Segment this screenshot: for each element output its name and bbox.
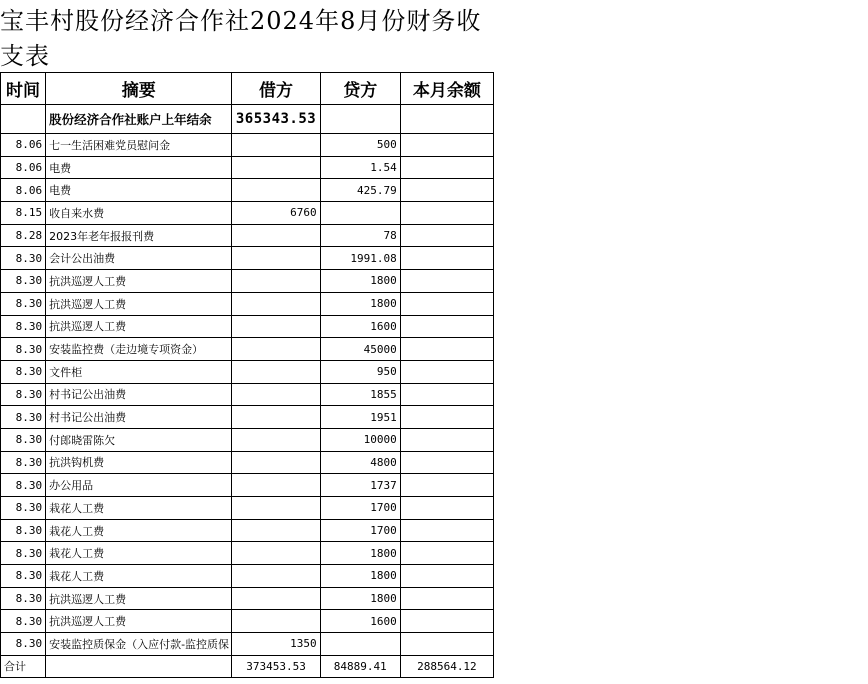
cell-total-label[interactable]: 合计 [1,655,46,677]
cell-total-debit[interactable]: 373453.53 [232,655,320,677]
cell-credit[interactable]: 1855 [320,383,400,406]
table-row [1,360,494,383]
cell-debit[interactable] [232,565,320,588]
table-row [1,451,494,474]
page-title: 宝丰村股份经济合作社2024年8月份财务收支表 [0,7,482,70]
table-row [1,497,494,520]
cell-summary[interactable]: 抗洪巡逻人工费 [46,587,232,610]
cell-balance[interactable] [400,247,493,270]
cell-summary[interactable]: 抗洪巡逻人工费 [46,610,232,633]
cell-date[interactable]: 8.30 [1,474,46,497]
cell-summary[interactable]: 股份经济合作社账户上年结余 [46,105,232,134]
cell-balance[interactable] [400,633,493,656]
cell-debit[interactable] [232,610,320,633]
cell-debit[interactable] [232,383,320,406]
cell-debit[interactable] [232,315,320,338]
cell-debit[interactable]: 1350 [232,633,320,656]
header-credit: 贷方 [320,73,400,105]
cell-date[interactable] [1,105,46,134]
table-row [1,383,494,406]
cell-summary[interactable]: 七一生活困难党员慰问金 [46,134,232,157]
table-row [1,565,494,588]
cell-date[interactable]: 8.30 [1,428,46,451]
cell-debit[interactable] [232,179,320,202]
cell-debit[interactable] [232,338,320,361]
cell-credit[interactable] [320,633,400,656]
table-row [1,519,494,542]
total-row [1,655,494,677]
cell-credit[interactable]: 4800 [320,451,400,474]
cell-debit[interactable] [232,270,320,293]
table-row [1,474,494,497]
cell-debit[interactable] [232,156,320,179]
cell-date[interactable]: 8.30 [1,587,46,610]
cell-summary[interactable] [46,655,232,677]
cell-debit[interactable] [232,247,320,270]
table-row [1,542,494,565]
cell-credit[interactable]: 1700 [320,497,400,520]
cell-debit[interactable] [232,428,320,451]
header-summary: 摘要 [46,73,232,105]
cell-credit[interactable] [320,202,400,225]
table-row [1,156,494,179]
cell-total-balance[interactable]: 288564.12 [400,655,493,677]
table-row [1,202,494,225]
cell-date[interactable]: 8.30 [1,633,46,656]
table-row [1,224,494,247]
cell-balance[interactable] [400,105,493,134]
cell-date[interactable]: 8.06 [1,179,46,202]
cell-credit[interactable]: 1951 [320,406,400,429]
cell-summary[interactable]: 2023年老年报报刊费 [46,224,232,247]
cell-credit[interactable]: 45000 [320,338,400,361]
cell-balance[interactable] [400,497,493,520]
cell-date[interactable]: 8.30 [1,610,46,633]
table-row [1,134,494,157]
cell-total-credit[interactable]: 84889.41 [320,655,400,677]
cell-debit[interactable] [232,451,320,474]
cell-debit[interactable] [232,224,320,247]
cell-date[interactable]: 8.30 [1,497,46,520]
cell-credit[interactable]: 950 [320,360,400,383]
cell-balance[interactable] [400,134,493,157]
cell-balance[interactable] [400,474,493,497]
cell-credit[interactable]: 1800 [320,292,400,315]
cell-date[interactable]: 8.06 [1,134,46,157]
cell-summary[interactable]: 村书记公出油费 [46,383,232,406]
cell-summary[interactable]: 抗洪巡逻人工费 [46,292,232,315]
cell-date[interactable]: 8.30 [1,247,46,270]
cell-summary[interactable]: 栽花人工费 [46,565,232,588]
cell-date[interactable]: 8.30 [1,292,46,315]
cell-debit[interactable] [232,292,320,315]
cell-summary[interactable]: 收自来水费 [46,202,232,225]
cell-credit[interactable]: 10000 [320,428,400,451]
cell-date[interactable]: 8.06 [1,156,46,179]
cell-debit[interactable] [232,360,320,383]
cell-credit[interactable]: 1800 [320,565,400,588]
table-row [1,292,494,315]
cell-date[interactable]: 8.15 [1,202,46,225]
cell-credit[interactable]: 1800 [320,587,400,610]
cell-balance[interactable] [400,565,493,588]
cell-summary[interactable]: 文件柜 [46,360,232,383]
cell-credit[interactable]: 1.54 [320,156,400,179]
cell-balance[interactable] [400,360,493,383]
cell-summary[interactable]: 村书记公出油费 [46,406,232,429]
cell-debit[interactable] [232,474,320,497]
cell-credit[interactable] [320,105,400,134]
cell-credit[interactable]: 1800 [320,542,400,565]
header-row [1,73,494,105]
cell-summary[interactable]: 栽花人工费 [46,497,232,520]
cell-balance[interactable] [400,542,493,565]
cell-summary[interactable]: 电费 [46,179,232,202]
cell-date[interactable]: 8.30 [1,542,46,565]
cell-credit[interactable]: 78 [320,224,400,247]
cell-balance[interactable] [400,270,493,293]
cell-balance[interactable] [400,383,493,406]
cell-date[interactable]: 8.30 [1,315,46,338]
cell-credit[interactable]: 1991.08 [320,247,400,270]
cell-balance[interactable] [400,610,493,633]
table-row [1,428,494,451]
cell-debit[interactable] [232,406,320,429]
cell-date[interactable]: 8.28 [1,224,46,247]
table-row [1,247,494,270]
cell-date[interactable]: 8.30 [1,270,46,293]
cell-date[interactable]: 8.30 [1,565,46,588]
cell-balance[interactable] [400,315,493,338]
cell-date[interactable]: 8.30 [1,383,46,406]
cell-date[interactable]: 8.30 [1,451,46,474]
cell-summary[interactable]: 安装监控费（走边境专项资金） [46,338,232,361]
cell-summary[interactable]: 抗洪巡逻人工费 [46,270,232,293]
cell-date[interactable]: 8.30 [1,519,46,542]
cell-credit[interactable]: 425.79 [320,179,400,202]
cell-date[interactable]: 8.30 [1,338,46,361]
header-balance: 本月余额 [400,73,493,105]
cell-debit[interactable]: 6760 [232,202,320,225]
cell-balance[interactable] [400,292,493,315]
cell-summary[interactable]: 栽花人工费 [46,519,232,542]
cell-credit[interactable]: 1600 [320,610,400,633]
cell-debit[interactable]: 365343.53 [232,105,320,134]
table-row [1,315,494,338]
cell-summary[interactable]: 办公用品 [46,474,232,497]
cell-summary[interactable]: 会计公出油费 [46,247,232,270]
cell-credit[interactable]: 1800 [320,270,400,293]
cell-debit[interactable] [232,519,320,542]
opening-balance-row [1,105,494,134]
cell-summary[interactable]: 抗洪巡逻人工费 [46,315,232,338]
cell-balance[interactable] [400,202,493,225]
cell-debit[interactable] [232,497,320,520]
cell-debit[interactable] [232,587,320,610]
table-row [1,406,494,429]
cell-summary[interactable]: 电费 [46,156,232,179]
cell-date[interactable]: 8.30 [1,360,46,383]
cell-balance[interactable] [400,406,493,429]
cell-debit[interactable] [232,542,320,565]
table-row [1,270,494,293]
cell-credit[interactable]: 1600 [320,315,400,338]
cell-balance[interactable] [400,428,493,451]
cell-summary[interactable]: 抗洪钩机费 [46,451,232,474]
table-row [1,587,494,610]
cell-date[interactable]: 8.30 [1,406,46,429]
cell-balance[interactable] [400,587,493,610]
cell-summary[interactable]: 栽花人工费 [46,542,232,565]
cell-credit[interactable]: 1737 [320,474,400,497]
cell-balance[interactable] [400,519,493,542]
cell-summary[interactable]: 安装监控质保金（入应付款-监控质保 [46,633,232,656]
cell-credit[interactable]: 1700 [320,519,400,542]
header-date: 时间 [1,73,46,105]
finance-table [0,72,494,678]
table-row [1,633,494,656]
table-row [1,179,494,202]
cell-credit[interactable]: 500 [320,134,400,157]
cell-summary[interactable]: 付郎晓雷陈欠 [46,428,232,451]
cell-balance[interactable] [400,338,493,361]
cell-balance[interactable] [400,451,493,474]
cell-debit[interactable] [232,134,320,157]
header-debit: 借方 [232,73,320,105]
cell-balance[interactable] [400,224,493,247]
table-row [1,610,494,633]
table-row [1,338,494,361]
cell-balance[interactable] [400,179,493,202]
cell-balance[interactable] [400,156,493,179]
